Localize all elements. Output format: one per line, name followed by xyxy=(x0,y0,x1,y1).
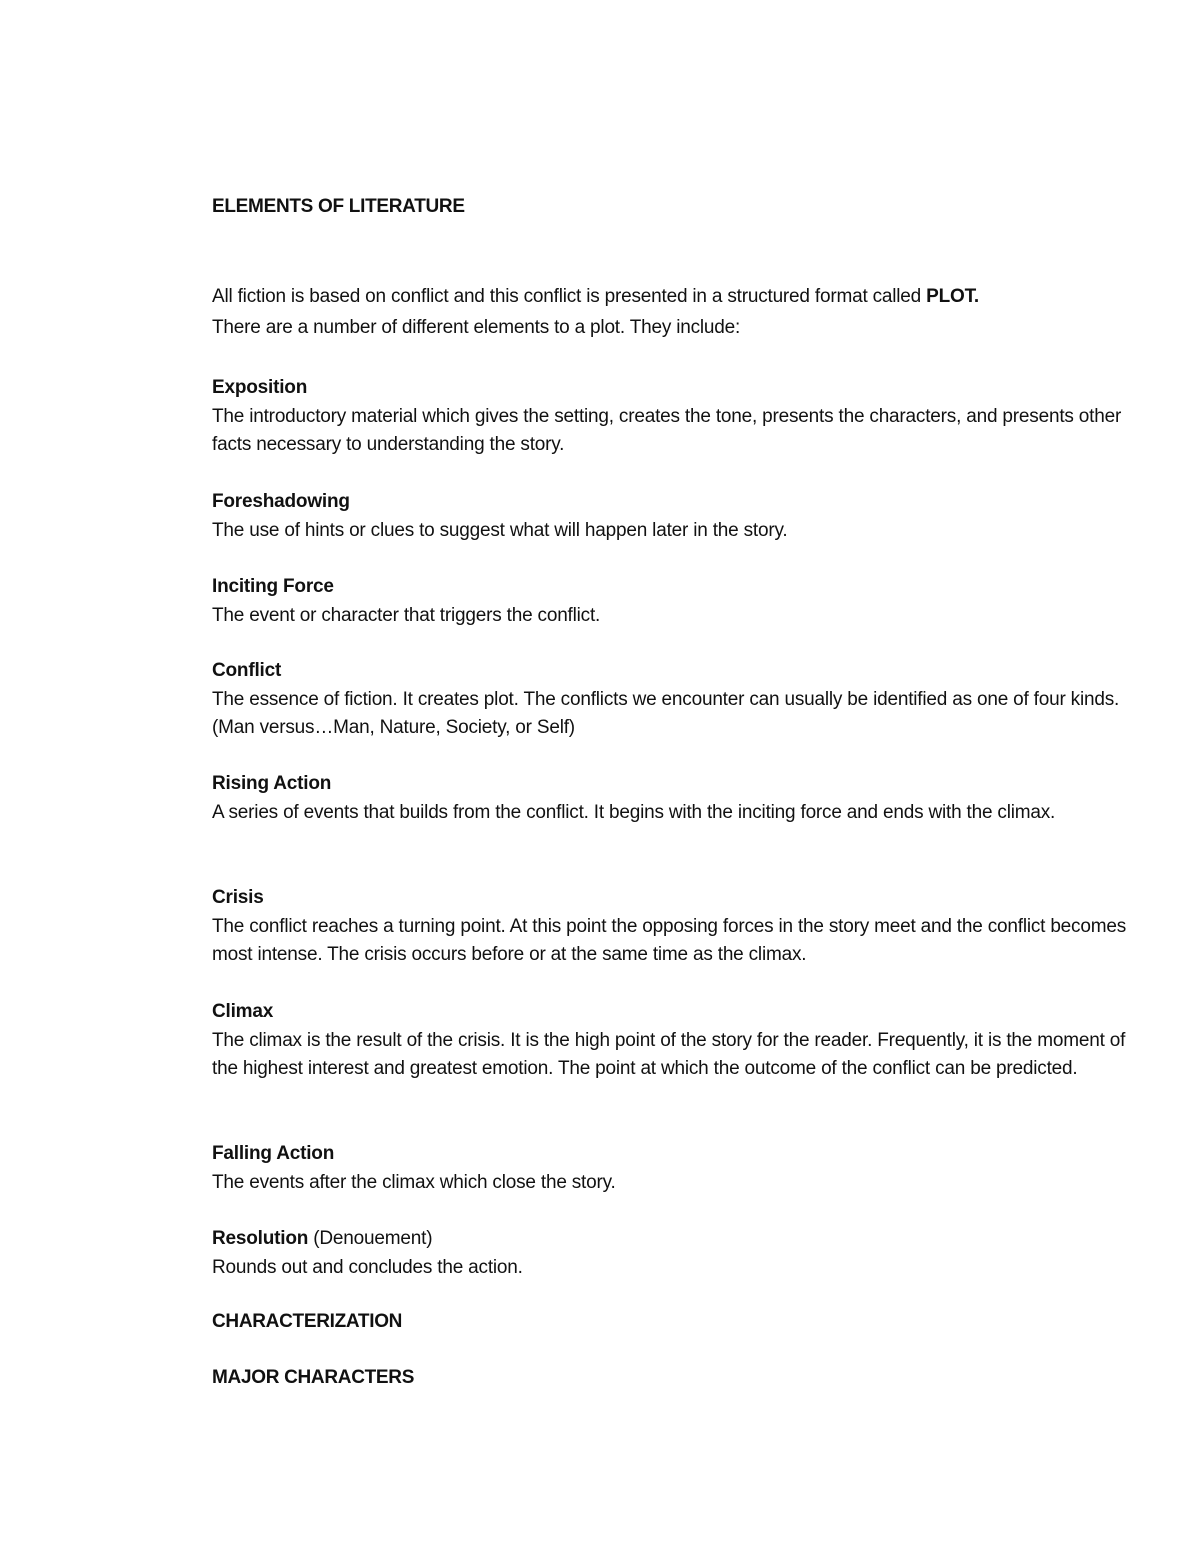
term-heading xyxy=(212,1225,1152,1254)
term-definition: The events after the climax which close the story. xyxy=(212,1171,616,1193)
intro-text: All fiction is based on conflict and this conflict is presented in a structured format called xyxy=(212,286,927,307)
term-heading: Rising Action xyxy=(212,773,332,794)
document-title: ELEMENTS OF LITERATURE xyxy=(212,196,465,217)
term-definition: The use of hints or clues to suggest what will happen later in the story. xyxy=(212,519,788,541)
term-alt-label: (Denouement) xyxy=(313,1228,433,1249)
section-resolution xyxy=(212,1225,1152,1282)
term-definition: The conflict reaches a turning point. At this point the opposing forces in the story meet and the conflict becomes most intense. The crisis occurs before or at the same time as the climax. xyxy=(212,915,1127,965)
section-falling-action xyxy=(212,1140,1152,1197)
section-inciting-force xyxy=(212,573,1152,630)
term-heading: Exposition xyxy=(212,377,308,398)
term-definition: The event or character that triggers the conflict. xyxy=(212,604,601,626)
heading-major-characters: MAJOR CHARACTERS xyxy=(212,1367,415,1388)
section-rising-action xyxy=(212,770,1152,827)
term-heading: Inciting Force xyxy=(212,576,334,597)
intro-line-1 xyxy=(212,281,1152,312)
term-heading: Crisis xyxy=(212,887,264,908)
section-crisis xyxy=(212,884,1152,970)
term-definition: A series of events that builds from the conflict. It begins with the inciting force and ends with the climax. xyxy=(212,801,1056,823)
section-conflict xyxy=(212,657,1152,743)
term-heading: Climax xyxy=(212,1001,274,1022)
term-label: Resolution xyxy=(212,1228,309,1249)
term-definition: The introductory material which gives the setting, creates the tone, presents the characters, and presents other facts necessary to understanding the story. xyxy=(212,405,1122,455)
term-definition: The essence of fiction. It creates plot. The conflicts we encounter can usually be identified as one of four kinds. (Man versus…Man, Nature, Society, or Self) xyxy=(212,688,1120,738)
term-heading: Foreshadowing xyxy=(212,491,350,512)
section-exposition xyxy=(212,374,1152,460)
term-heading: Falling Action xyxy=(212,1143,335,1164)
term-definition: Rounds out and concludes the action. xyxy=(212,1256,523,1278)
section-foreshadowing xyxy=(212,488,1152,545)
term-heading: Conflict xyxy=(212,660,282,681)
section-climax xyxy=(212,998,1152,1084)
heading-characterization: CHARACTERIZATION xyxy=(212,1311,403,1332)
plot-keyword: PLOT. xyxy=(926,286,979,307)
intro-paragraph xyxy=(212,281,1152,343)
intro-line-2: There are a number of different elements to a plot. They include: xyxy=(212,317,741,338)
term-definition: The climax is the result of the crisis. It is the high point of the story for the reader. Frequently, it is the moment of the highest interest and greatest emotion. The point at which the outcome of the conflict can be predicted. xyxy=(212,1029,1126,1079)
